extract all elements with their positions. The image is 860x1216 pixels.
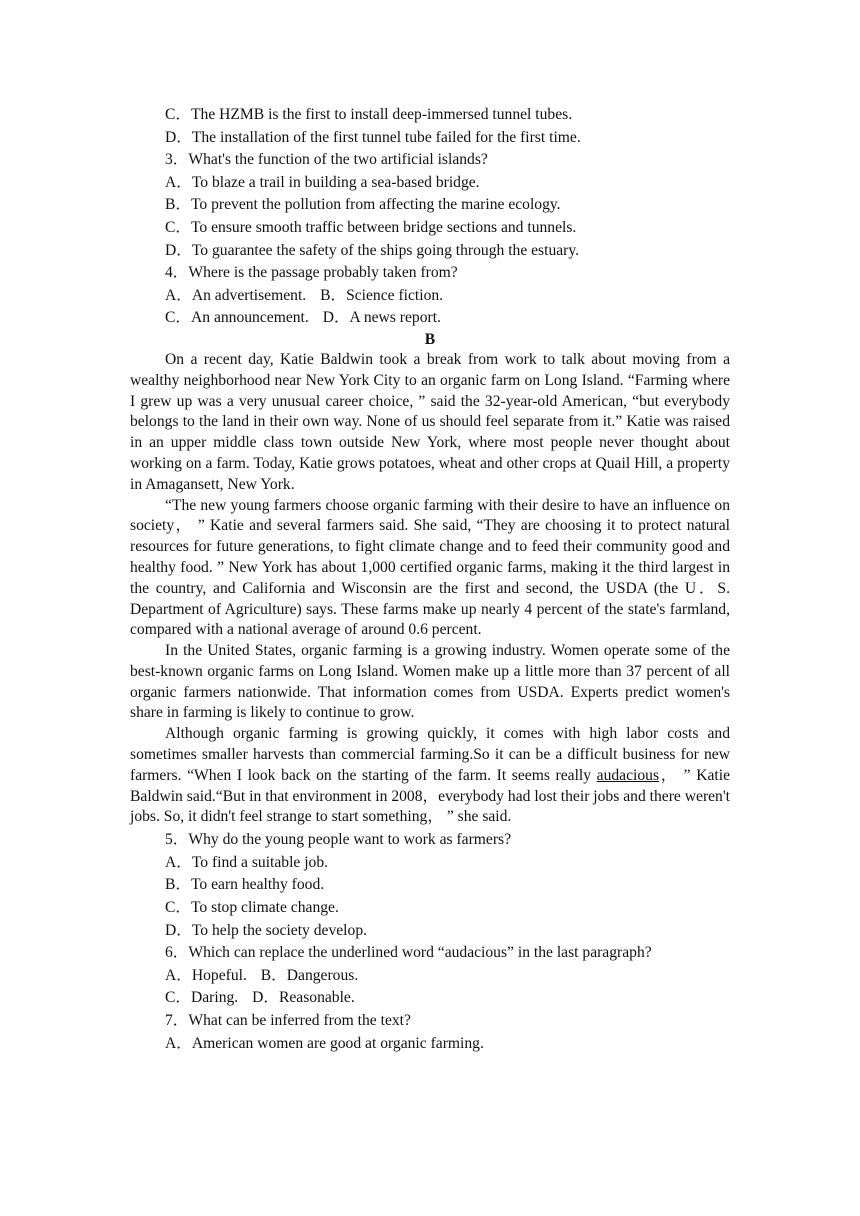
paragraph-4-text-before: Although organic farming is growing quickly, it comes with high labor costs and sometimes smaller harvests than commercial farming.So it can be a difficult business for new farmers. “When I look back on the starting of the farm. It seems really [130,725,730,784]
passage-paragraph-4 [130,724,730,828]
q3-option-b: B．To prevent the pollution from affecting the marine ecology. [165,196,561,214]
section-heading: B [424,330,436,348]
q6-stem: 6．Which can replace the underlined word “audacious” in the last paragraph? [165,944,652,962]
q4-options-row-1 [130,285,730,308]
q3-stem: 3．What's the function of the two artificial islands? [165,151,488,169]
q4-option-d: D．A news report. [322,309,441,327]
q3-option-d: D．To guarantee the safety of the ships going through the estuary. [165,241,580,259]
passage-paragraph-3: In the United States, organic farming is a growing industry. Women operate some of the best-known organic farms on Long Island. Women make up a little more than 37 percent of all organic farmers nationwide. That information comes from USDA. Experts predict women's share in farming is likely to continue to grow. [130,642,730,722]
q4-stem: 4．Where is the passage probably taken from? [165,264,458,282]
q6-options-row-1 [130,965,730,988]
q5-stem: 5．Why do the young people want to work as farmers? [165,831,512,849]
q7-stem: 7．What can be inferred from the text? [165,1012,411,1030]
q4-options-row-2 [130,307,730,330]
q3-option-c: C．To ensure smooth traffic between bridge sections and tunnels. [165,218,577,236]
document-page [130,104,730,1055]
q6-option-a: A．Hopeful. [165,966,247,984]
q6-options-row-2 [130,987,730,1010]
q7-option-a: A．American women are good at organic farming. [165,1034,484,1052]
q5-option-d: D．To help the society develop. [165,921,368,939]
q5-option-b: B．To earn healthy food. [165,876,325,894]
q5-option-a: A．To find a suitable job. [165,853,329,871]
q5-option-c: C．To stop climate change. [165,899,339,917]
q2-option-d: D．The installation of the first tunnel tube failed for the first time. [165,128,581,146]
q4-option-a: A．An advertisement. [165,286,307,304]
q3-option-a: A．To blaze a trail in building a sea-based bridge. [165,173,480,191]
underlined-word: audacious [596,766,660,784]
q6-option-c: C．Daring. [165,989,239,1007]
q2-option-c: C．The HZMB is the first to install deep-immersed tunnel tubes. [165,106,573,123]
q4-option-c: C．An announcement. [165,309,309,327]
passage-paragraph-2: “The new young farmers choose organic farming with their desire to have an influence on society， ” Katie and several farmers said. She said, “They are choosing it to protect natural resources for future generations, to fight climate change and to feed their community good and healthy food. ” New York has about 1,000 certified organic farms, making it the third largest in the country, and California and Wisconsin are the first and second, the USDA (the U．S. Department of Agriculture) says. These farms make up nearly 4 percent of the state's farmland, compared with a national average of around 0.6 percent. [130,496,730,639]
q6-option-d: D．Reasonable. [252,989,355,1007]
q4-option-b: B．Science fiction. [320,286,444,304]
paragraph-4-text-after: ， ” Katie Baldwin said.“But in that environment in 2008，everybody had lost their jobs and there weren't jobs. So, it didn't feel strange to start something， ” she said. [130,766,730,826]
q6-option-b: B．Dangerous. [260,966,359,984]
passage-paragraph-1: On a recent day, Katie Baldwin took a break from work to talk about moving from a wealthy neighborhood near New York City to an organic farm on Long Island. “Farming where I grew up was a very unusual career choice, ” said the 32-year-old American, “but everybody belongs to the land in their own way. None of us should feel separate from it.” Katie was raised in an upper middle class town outside New York, where most people never thought about working on a farm. Today, Katie grows potatoes, wheat and other crops at Quail Hill, a property in Amagansett, New York. [130,350,730,493]
